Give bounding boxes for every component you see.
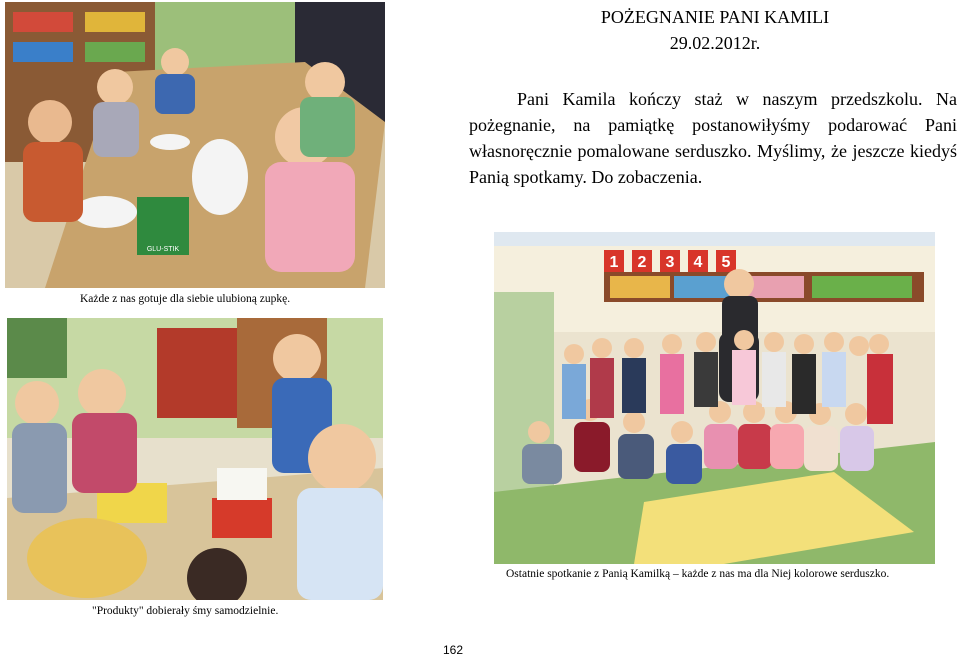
page-number: 162 (442, 643, 464, 657)
photo-table-plates (5, 2, 385, 288)
photo-caption-soup: Każde z nas gotuje dla siebie ulubioną zupkę. (80, 293, 291, 305)
page-date: 29.02.2012r. (669, 33, 761, 53)
photo-caption-products: "Produkty" dobierały śmy samodzielnie. (92, 605, 279, 617)
number-5: 5 (721, 254, 731, 271)
photo-group-farewell (494, 232, 935, 564)
number-3: 3 (665, 254, 675, 271)
farewell-text (469, 86, 957, 190)
photo-making-products (7, 318, 383, 600)
page-title: POŻEGNANIE PANI KAMILI (600, 7, 830, 27)
number-4: 4 (693, 254, 703, 271)
glue-box-label: GLU-STIK (146, 246, 180, 253)
farewell-paragraph: Pani Kamila kończy staż w naszym przedszkolu. Na pożegnanie, na pamiątkę postanowiłyśmy podarować Pani własnoręcznie pomalowane serduszko. Myślimy, że jeszcze kiedyś Panią spotkamy. Do zobaczenia. (469, 89, 957, 187)
number-2: 2 (637, 254, 647, 271)
number-1: 1 (609, 254, 619, 271)
photo-caption-farewell: Ostatnie spotkanie z Panią Kamilką – każde z nas ma dla Niej kolorowe serduszko. (506, 568, 890, 580)
